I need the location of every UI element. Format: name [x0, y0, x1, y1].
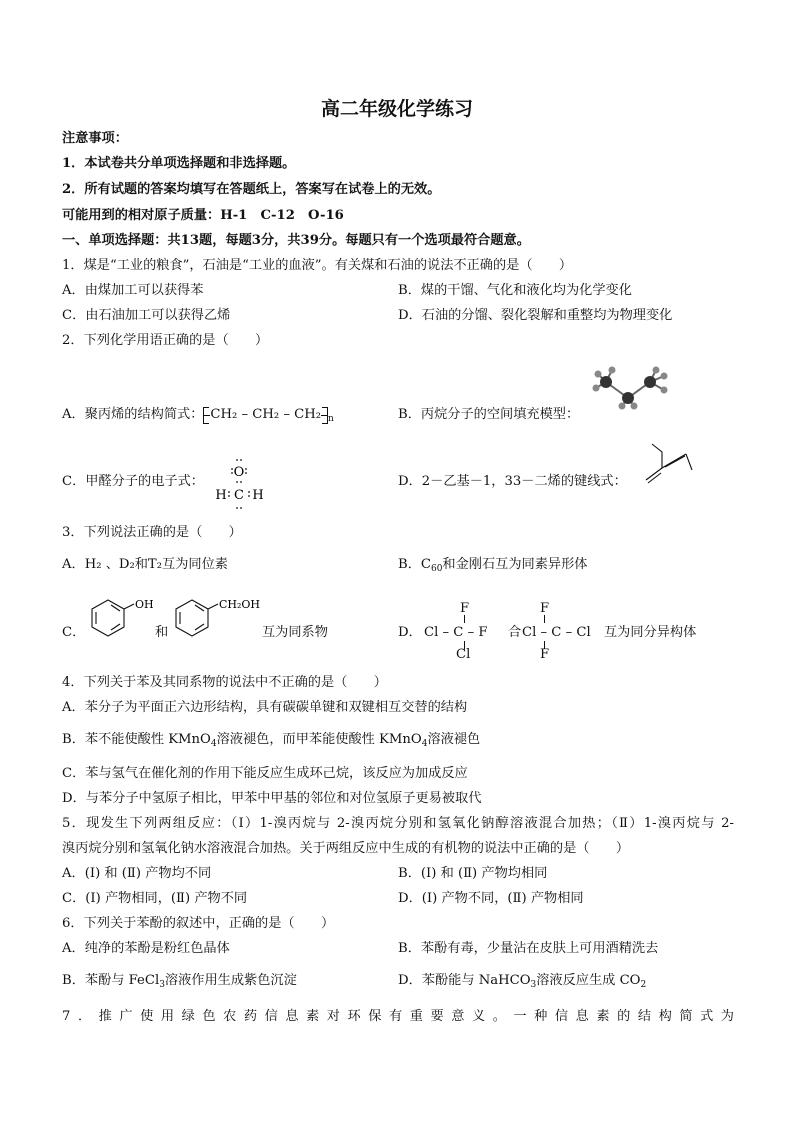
propane-space-filling-model-icon: [592, 360, 672, 410]
q3-option-a: A．H₂ 、D₂和T₂互为同位素: [62, 557, 228, 572]
q3-option-d-text: 互为同分异构体: [604, 625, 697, 640]
q2-option-d-label: D．2－乙基－1，33－二烯的键线式：: [398, 474, 627, 489]
q2-option-a-label: A．聚丙烯的结构简式：: [62, 407, 204, 422]
q3-option-c-text: 互为同系物: [262, 625, 328, 640]
section-heading: 一、单项选择题：共13题，每题3分，共39分。每题只有一个选项最符合题意。: [62, 233, 530, 248]
bond-vertical-top: [464, 615, 465, 623]
q3-option-d-and: 合: [508, 625, 522, 640]
q6-option-a: A．纯净的苯酚是粉红色晶体: [62, 941, 230, 956]
notice-item-2: 2．所有试题的答案均填写在答题纸上，答案写在试卷上的无效。: [62, 182, 441, 197]
q3-option-c-and: 和: [155, 625, 169, 640]
q1-option-a: A．由煤加工可以获得苯: [62, 283, 204, 298]
electron-formula-carbon: C: [234, 488, 244, 503]
q5-stem-line-2: 溴丙烷分别和氢氧化钠水溶液混合加热。关于两组反应中生成的有机物的说法中正确的是（ ）: [62, 841, 630, 856]
q1-option-d: D．石油的分馏、裂化裂解和重整均为物理变化: [398, 308, 673, 323]
q4-stem: 4．下列关于苯及其同系物的说法中不正确的是（ ）: [62, 675, 387, 690]
q3-option-d-label: D．: [398, 625, 422, 640]
bond-line-structure-icon: [640, 440, 696, 488]
benzyl-alcohol-structure-icon: [172, 596, 266, 640]
atomic-masses: 可能用到的相对原子质量：H-1 C-12 O-16: [62, 208, 344, 223]
q6-option-d: D．苯酚能与 NaHCO$_3$溶液反应生成 $CO_2$: [398, 973, 647, 990]
q2-option-a: [62, 406, 334, 424]
polymer-subscript-n: n: [328, 414, 334, 424]
q5-option-b: B．(Ⅰ) 和 (Ⅱ) 产物均相同: [398, 866, 548, 881]
q6-option-b: B．苯酚有毒，少量沾在皮肤上可用酒精洗去: [398, 941, 659, 956]
notice-item-1: 1．本试卷共分单项选择题和非选择题。: [62, 156, 296, 171]
q3-option-b: B．$C_{60}$和金刚石互为同素异形体: [398, 557, 588, 574]
q6-stem: 6．下列关于苯酚的叙述中，正确的是（ ）: [62, 916, 335, 931]
q4-option-b: B．苯不能使酸性 KMnO$_4$溶液褪色，而甲苯能使酸性 KMnO$_4$溶液褪色: [62, 732, 481, 749]
page-title: 高二年级化学练习: [320, 98, 473, 120]
q5-stem-line-1: 5．现发生下列两组反应：（Ⅰ）1-溴丙烷与 2-溴丙烷分别和氢氧化钠醇溶液混合加热；（Ⅱ）1-溴丙烷与 2-: [62, 816, 734, 831]
electron-formula-h-right: H: [252, 488, 264, 503]
q1-option-b: B．煤的干馏、气化和液化均为化学变化: [398, 283, 632, 298]
phenol-oh-label: OH: [135, 598, 154, 611]
q2-option-b-label: B．丙烷分子的空间填充模型：: [398, 407, 580, 422]
difluorodichloromethane-structure: F Cl – C – Cl F: [522, 601, 591, 662]
electron-formula-oxygen: O: [233, 465, 245, 480]
q6-option-c: B．苯酚与 FeCl$_3$溶液作用生成紫色沉淀: [62, 973, 297, 990]
electron-formula-h-left: H: [215, 488, 227, 503]
notice-heading: 注意事项：: [62, 131, 128, 146]
q4-option-d: D．与苯分子中氢原子相比，甲苯中甲基的邻位和对位氢原子更易被取代: [62, 791, 482, 806]
polypropylene-formula: CH₂ – CH₂ – CH₂: [203, 406, 328, 424]
q2-option-c-label: C．甲醛分子的电子式：: [62, 474, 204, 489]
dichlorofluoromethane-structure: F Cl – C – F Cl: [424, 601, 488, 662]
q4-option-a: A．苯分子为平面正六边形结构，具有碳碳单键和双键相互交替的结构: [62, 700, 468, 715]
q1-option-c: C．由石油加工可以获得乙烯: [62, 308, 231, 323]
q4-option-c: C．苯与氢气在催化剂的作用下能反应生成环己烷，该反应为加成反应: [62, 766, 468, 781]
formaldehyde-electron-formula: [212, 452, 274, 516]
q7-stem: 7．推广使用绿色农药信息素对环保有重要意义。一种信息素的结构简式为: [62, 1009, 734, 1024]
q5-option-d: D．(Ⅰ) 产物不同，(Ⅱ) 产物相同: [398, 891, 584, 906]
q1-stem: 1．煤是“工业的粮食”，石油是“工业的血液”。有关煤和石油的说法不正确的是（ ）: [62, 258, 573, 273]
bracket-right: [322, 407, 328, 424]
q3-option-c-label: C．: [62, 625, 86, 640]
benzyl-ch2oh-label: CH₂OH: [219, 598, 261, 611]
bond-vertical-top: [544, 615, 545, 623]
q5-option-a: A．(Ⅰ) 和 (Ⅱ) 产物均不同: [62, 866, 212, 881]
q3-stem: 3．下列说法正确的是（ ）: [62, 525, 242, 540]
q5-option-c: C．(Ⅰ) 产物相同，(Ⅱ) 产物不同: [62, 891, 248, 906]
q2-stem: 2．下列化学用语正确的是（ ）: [62, 333, 269, 348]
phenol-structure-icon: [88, 596, 162, 640]
